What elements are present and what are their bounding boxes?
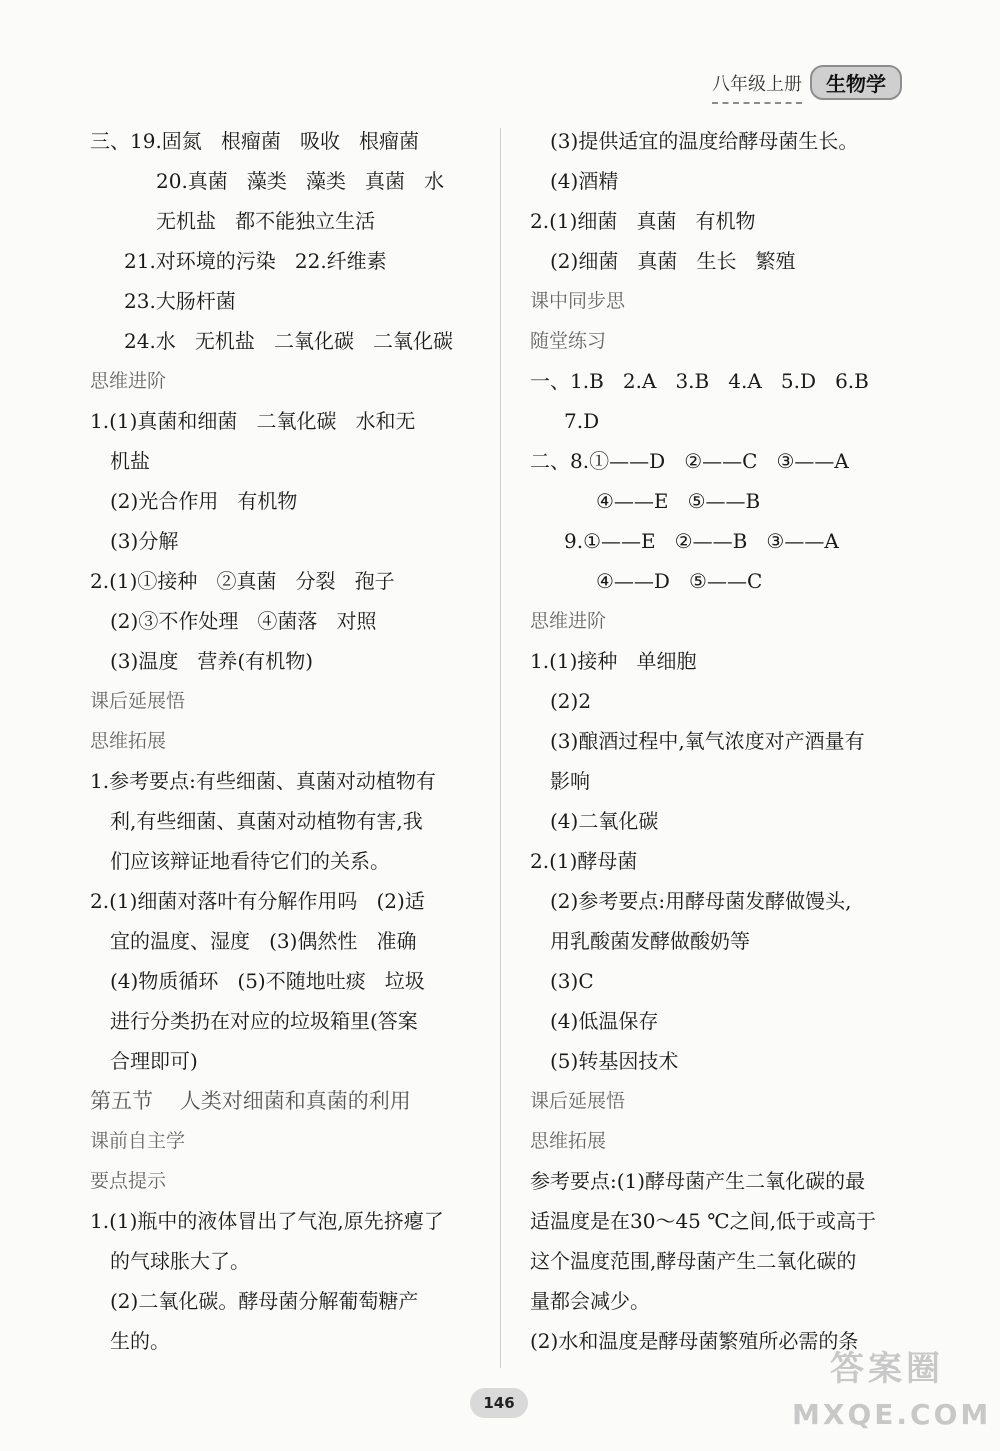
answer-line: 1.(1)接种 单细胞	[530, 649, 697, 673]
page-header	[712, 70, 902, 104]
answer-line: 21.对环境的污染 22.纤维素	[124, 249, 387, 273]
answer-line: (3)C	[550, 969, 594, 993]
section-heading: 思维拓展	[530, 1130, 607, 1152]
page-number: 146	[470, 1388, 528, 1418]
answer-line: 影响	[550, 769, 590, 793]
answer-line: 1.参考要点:有些细菌、真菌对动植物有	[90, 769, 436, 793]
watermark-url: MXQE.COM	[792, 1398, 992, 1431]
answer-line: 2.(1)酵母菌	[530, 849, 638, 873]
answer-line: 适温度是在30～45 ℃之间,低于或高于	[530, 1209, 876, 1233]
answer-line: (2)参考要点:用酵母菌发酵做馒头,	[550, 889, 852, 913]
section-heading: 课后延展悟	[530, 1090, 626, 1112]
answer-line: 用乳酸菌发酵做酸奶等	[550, 929, 750, 953]
answer-line: (4)酒精	[550, 169, 619, 193]
answer-line: 参考要点:(1)酵母菌产生二氧化碳的最	[530, 1169, 866, 1193]
answer-line: (2)二氧化碳。酵母菌分解葡萄糖产	[110, 1289, 419, 1313]
answer-line: 2.(1)细菌 真菌 有机物	[530, 209, 756, 233]
section-heading: 课前自主学	[90, 1130, 186, 1152]
answer-line: 利,有些细菌、真菌对动植物有害,我	[110, 809, 423, 833]
answer-line: (3)分解	[110, 529, 179, 553]
answer-line: 20.真菌 藻类 藻类 真菌 水	[156, 169, 445, 193]
answer-line: 2.(1)细菌对落叶有分解作用吗 (2)适	[90, 889, 425, 913]
answer-line: 一、1.B 2.A 3.B 4.A 5.D 6.B	[530, 369, 869, 393]
answer-line: 进行分类扔在对应的垃圾箱里(答案	[110, 1009, 418, 1033]
answer-line: (4)物质循环 (5)不随地吐痰 垃圾	[110, 969, 425, 993]
answer-line: (2)光合作用 有机物	[110, 489, 298, 513]
answer-line: (3)温度 营养(有机物)	[110, 649, 314, 673]
answer-line: (2)水和温度是酵母菌繁殖所必需的条	[530, 1329, 859, 1353]
answer-line: ④——E ⑤——B	[596, 489, 761, 513]
answer-line: 这个温度范围,酵母菌产生二氧化碳的	[530, 1249, 857, 1273]
section-heading: 随堂练习	[530, 330, 607, 352]
section-heading: 思维进阶	[90, 370, 167, 392]
answer-line: 2.(1)①接种 ②真菌 分裂 孢子	[90, 569, 395, 593]
answer-line: 1.(1)瓶中的液体冒出了气泡,原先挤瘪了	[90, 1209, 444, 1233]
watermark-logo	[792, 1343, 992, 1443]
answer-line: (4)低温保存	[550, 1009, 659, 1033]
answer-line: 机盐	[110, 449, 150, 473]
answer-line: (4)二氧化碳	[550, 809, 659, 833]
answer-line: (2)2	[550, 689, 592, 713]
answer-line: 24.水 无机盐 二氧化碳 二氧化碳	[124, 329, 454, 353]
answer-line: (2)③不作处理 ④菌落 对照	[110, 609, 377, 633]
answer-line: 生的。	[110, 1329, 170, 1353]
answer-line: (3)酿酒过程中,氧气浓度对产酒量有	[550, 729, 865, 753]
answer-line: 无机盐 都不能独立生活	[156, 209, 376, 233]
subject-badge: 生物学	[810, 65, 902, 100]
right-column	[530, 121, 910, 1361]
watermark-text: 答案圈	[830, 1349, 944, 1389]
section-heading: 思维进阶	[530, 610, 607, 632]
answer-line: 宜的温度、湿度 (3)偶然性 准确	[110, 929, 417, 953]
answer-line: ④——D ⑤——C	[596, 569, 763, 593]
answer-line: 二、8.①——D ②——C ③——A	[530, 449, 849, 473]
answer-line: 们应该辩证地看待它们的关系。	[110, 849, 390, 873]
answer-line: 三、19.固氮 根瘤菌 吸收 根瘤菌	[90, 129, 420, 153]
answer-line: (3)提供适宜的温度给酵母菌生长。	[550, 129, 859, 153]
answer-line: 量都会减少。	[530, 1289, 650, 1313]
answer-line: (5)转基因技术	[550, 1049, 679, 1073]
left-column	[90, 121, 485, 1361]
answer-line: (2)细菌 真菌 生长 繁殖	[550, 249, 796, 273]
answer-line: 合理即可)	[110, 1049, 198, 1073]
section-heading: 第五节 人类对细菌和真菌的利用	[90, 1089, 411, 1113]
answer-line: 的气球胀大了。	[110, 1249, 250, 1273]
answer-line: 1.(1)真菌和细菌 二氧化碳 水和无	[90, 409, 416, 433]
section-heading: 课后延展悟	[90, 690, 186, 712]
section-heading: 思维拓展	[90, 730, 167, 752]
answer-line: 23.大肠杆菌	[124, 289, 236, 313]
answer-line: 9.①——E ②——B ③——A	[564, 529, 839, 553]
grade-label: 八年级上册	[712, 70, 802, 104]
answer-line: 7.D	[564, 409, 600, 433]
section-heading: 课中同步思	[530, 290, 626, 312]
column-divider	[500, 128, 501, 1368]
section-heading: 要点提示	[90, 1170, 167, 1192]
